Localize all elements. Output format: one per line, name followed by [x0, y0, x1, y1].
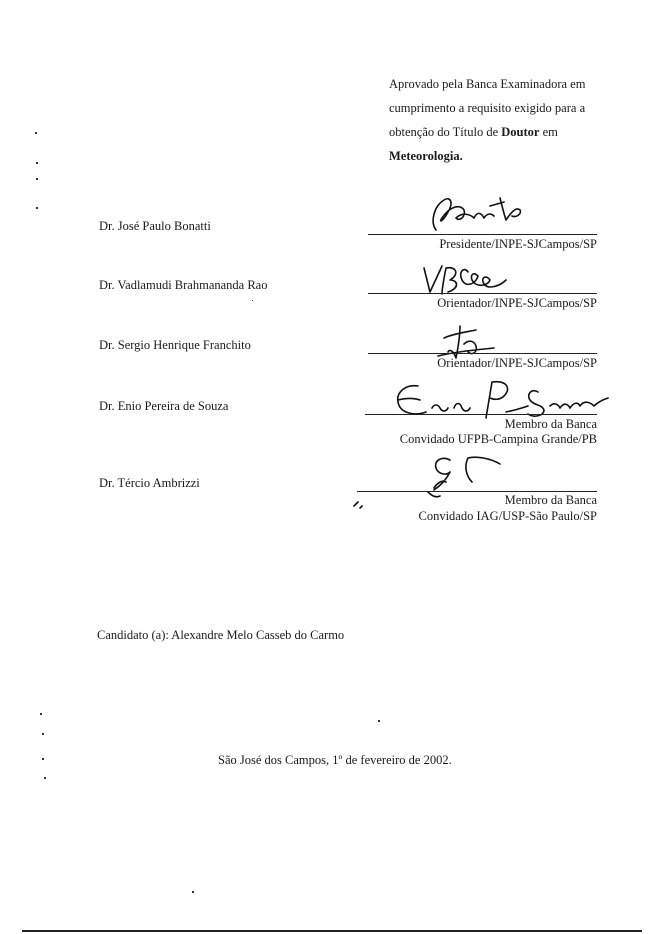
examiner-name-1: Dr. José Paulo Bonatti [99, 219, 211, 233]
signature-line-4 [365, 414, 597, 415]
examiner-role-2: Orientador/INPE-SJCampos/SP [437, 296, 597, 310]
scan-speck [252, 300, 253, 301]
approval-line-1: Aprovado pela Banca Examinadora em [389, 77, 586, 91]
scan-speck [42, 758, 44, 760]
examiner-name-4: Dr. Enio Pereira de Souza [99, 399, 229, 413]
examiner-name-2: Dr. Vadlamudi Brahmananda Rao [99, 278, 268, 292]
approval-line-3-prefix: obtenção do Título de [389, 125, 502, 139]
scan-speck [192, 891, 194, 893]
signature-line-2 [368, 293, 597, 294]
scan-speck [36, 162, 38, 164]
scan-speck [378, 720, 380, 722]
approval-line-2: cumprimento a requisito exigido para a [389, 101, 586, 115]
examiner-role-5-line-2: Convidado IAG/USP-São Paulo/SP [418, 509, 597, 523]
signature-line-1 [368, 234, 597, 235]
bottom-scan-edge [22, 930, 642, 932]
examiner-role-5-line-1: Membro da Banca [504, 493, 597, 507]
examiner-role-3: Orientador/INPE-SJCampos/SP [437, 356, 597, 370]
examiner-name-3: Dr. Sergio Henrique Franchito [99, 338, 251, 352]
examiner-role-4-line-2: Convidado UFPB-Campina Grande/PB [399, 432, 597, 446]
approval-statement [389, 72, 619, 168]
degree-title: Doutor [501, 125, 540, 139]
examiner-role-4-line-1: Membro da Banca [504, 417, 597, 431]
examiner-name-5: Dr. Tércio Ambrizzi [99, 476, 200, 490]
examiner-role-1: Presidente/INPE-SJCampos/SP [439, 237, 597, 251]
place-date: São José dos Campos, 1º de fevereiro de 2002. [218, 753, 452, 767]
signature-line-5 [357, 491, 597, 492]
approval-line-3-suffix: em [539, 125, 558, 139]
scan-speck [35, 132, 37, 134]
scan-speck [36, 207, 38, 209]
scan-speck [42, 733, 44, 735]
approval-line-3 [389, 120, 619, 144]
candidate-name: Candidato (a): Alexandre Melo Casseb do Carmo [97, 628, 345, 642]
scan-speck [44, 777, 46, 779]
approval-field: Meteorologia. [389, 149, 463, 163]
scan-speck [40, 713, 42, 715]
signature-5 [350, 452, 530, 510]
signature-1 [420, 192, 535, 234]
scan-speck [36, 178, 38, 180]
signature-line-3 [368, 353, 597, 354]
